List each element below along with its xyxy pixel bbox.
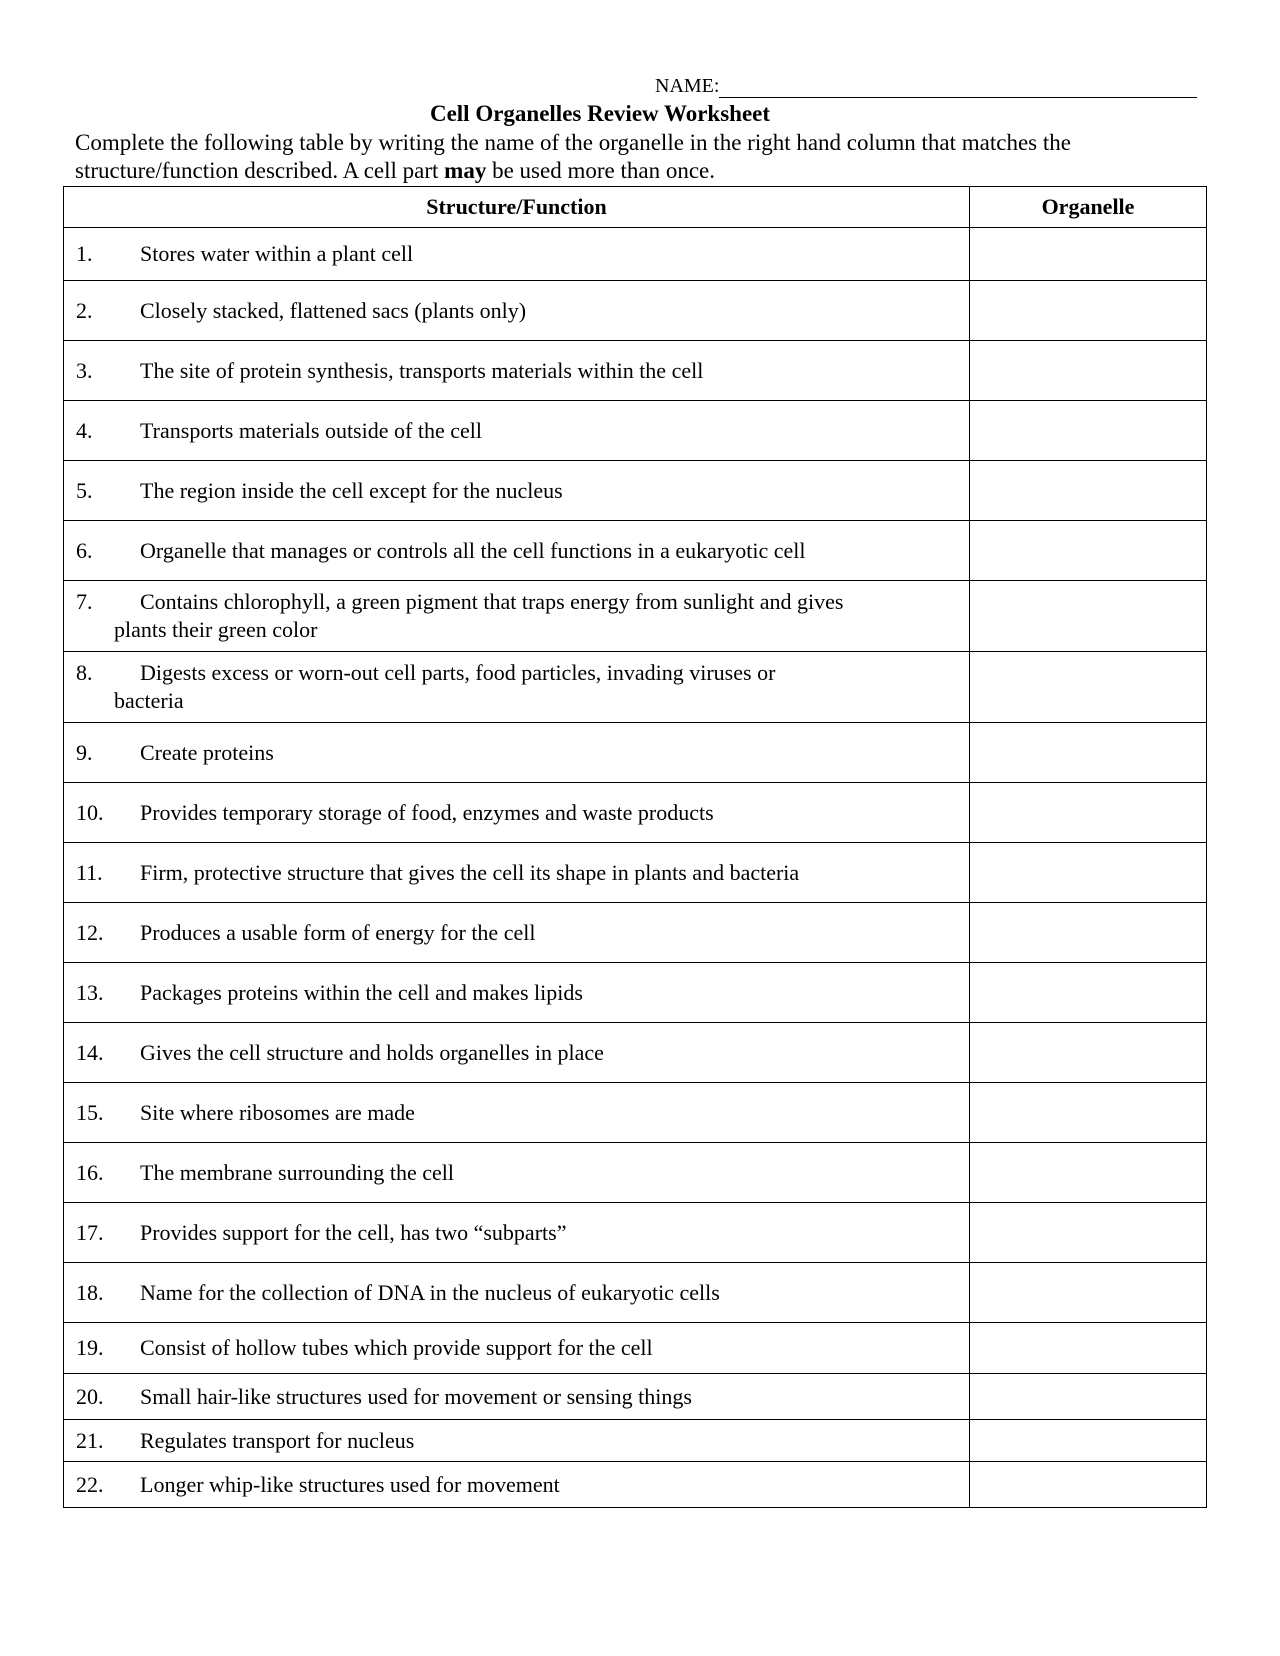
item-number: 2. bbox=[76, 297, 93, 323]
header-organelle: Organelle bbox=[970, 187, 1207, 228]
item-number: 5. bbox=[76, 477, 93, 503]
item-description: Firm, protective structure that gives the cell its shape in plants and bacteria bbox=[140, 859, 800, 885]
table-row bbox=[64, 723, 1207, 783]
item-content bbox=[64, 979, 969, 1007]
item-description-continued: plants their green color bbox=[114, 617, 318, 642]
organelle-answer-cell[interactable] bbox=[970, 652, 1207, 723]
instructions-paragraph bbox=[75, 129, 1215, 185]
table-row bbox=[64, 1263, 1207, 1323]
item-description: Provides support for the cell, has two “subparts” bbox=[140, 1219, 567, 1245]
item-number: 11. bbox=[76, 859, 103, 885]
name-blank-line[interactable] bbox=[719, 79, 1197, 98]
item-content bbox=[64, 1471, 969, 1499]
item-description: Organelle that manages or controls all the cell functions in a eukaryotic cell bbox=[140, 537, 806, 563]
table-row bbox=[64, 281, 1207, 341]
structure-function-cell bbox=[64, 1462, 970, 1508]
instructions-part2: be used more than once. bbox=[486, 158, 715, 183]
organelle-answer-cell[interactable] bbox=[970, 723, 1207, 783]
structure-function-cell bbox=[64, 1374, 970, 1420]
item-description: Name for the collection of DNA in the nucleus of eukaryotic cells bbox=[140, 1279, 720, 1305]
table-row bbox=[64, 1083, 1207, 1143]
item-number: 4. bbox=[76, 417, 93, 443]
structure-function-cell bbox=[64, 1420, 970, 1462]
item-description: Closely stacked, flattened sacs (plants only) bbox=[140, 297, 527, 323]
item-content bbox=[64, 417, 969, 445]
item-content bbox=[64, 919, 969, 947]
structure-function-cell bbox=[64, 521, 970, 581]
organelle-answer-cell[interactable] bbox=[970, 1462, 1207, 1508]
structure-function-cell bbox=[64, 963, 970, 1023]
table-row bbox=[64, 1203, 1207, 1263]
item-number: 18. bbox=[76, 1279, 104, 1305]
item-content bbox=[64, 537, 969, 565]
item-number: 17. bbox=[76, 1219, 104, 1245]
table-row bbox=[64, 783, 1207, 843]
item-number: 20. bbox=[76, 1383, 104, 1409]
header-structure-function: Structure/Function bbox=[64, 187, 970, 228]
item-description: Gives the cell structure and holds organelles in place bbox=[140, 1039, 604, 1065]
table-header-row bbox=[64, 187, 1207, 228]
table-row bbox=[64, 843, 1207, 903]
page-title bbox=[0, 100, 1280, 128]
item-description: Digests excess or worn-out cell parts, food particles, invading viruses or bbox=[140, 660, 776, 685]
structure-function-cell bbox=[64, 652, 970, 723]
structure-function-cell bbox=[64, 1203, 970, 1263]
organelle-answer-cell[interactable] bbox=[970, 461, 1207, 521]
name-field[interactable] bbox=[655, 74, 1197, 98]
structure-function-cell bbox=[64, 1263, 970, 1323]
structure-function-cell bbox=[64, 228, 970, 281]
item-content bbox=[64, 477, 969, 505]
item-content bbox=[64, 588, 969, 644]
organelle-answer-cell[interactable] bbox=[970, 843, 1207, 903]
structure-function-cell bbox=[64, 1023, 970, 1083]
table-row bbox=[64, 1374, 1207, 1420]
item-description: Packages proteins within the cell and makes lipids bbox=[140, 979, 583, 1005]
item-description: The site of protein synthesis, transports materials within the cell bbox=[140, 357, 704, 383]
item-number: 14. bbox=[76, 1039, 104, 1065]
item-content bbox=[64, 1219, 969, 1247]
table-row bbox=[64, 903, 1207, 963]
item-description: Contains chlorophyll, a green pigment that traps energy from sunlight and gives bbox=[140, 589, 844, 614]
structure-function-cell bbox=[64, 281, 970, 341]
structure-function-cell bbox=[64, 1143, 970, 1203]
organelle-answer-cell[interactable] bbox=[970, 1143, 1207, 1203]
organelle-answer-cell[interactable] bbox=[970, 1323, 1207, 1374]
item-description-continued: bacteria bbox=[114, 688, 184, 713]
organelle-answer-cell[interactable] bbox=[970, 1420, 1207, 1462]
item-description: Create proteins bbox=[140, 739, 274, 765]
item-number: 3. bbox=[76, 357, 93, 383]
item-number: 1. bbox=[76, 241, 93, 266]
item-number: 15. bbox=[76, 1099, 104, 1125]
item-number: 12. bbox=[76, 919, 104, 945]
item-description: Stores water within a plant cell bbox=[140, 241, 414, 266]
table-row bbox=[64, 521, 1207, 581]
item-description: The membrane surrounding the cell bbox=[140, 1159, 455, 1185]
table-row bbox=[64, 401, 1207, 461]
organelle-table bbox=[63, 186, 1207, 1508]
item-number: 22. bbox=[76, 1471, 104, 1497]
item-content bbox=[64, 1159, 969, 1187]
item-number: 19. bbox=[76, 1335, 104, 1360]
table-row bbox=[64, 341, 1207, 401]
item-description: Regulates transport for nucleus bbox=[140, 1427, 415, 1453]
item-content bbox=[64, 240, 969, 268]
item-number: 13. bbox=[76, 979, 104, 1005]
table-row bbox=[64, 1420, 1207, 1462]
structure-function-cell bbox=[64, 1083, 970, 1143]
item-number: 6. bbox=[76, 537, 93, 563]
structure-function-cell bbox=[64, 1323, 970, 1374]
item-content bbox=[64, 357, 969, 385]
table-row bbox=[64, 581, 1207, 652]
organelle-answer-cell[interactable] bbox=[970, 1083, 1207, 1143]
item-content bbox=[64, 1334, 969, 1362]
item-content bbox=[64, 1039, 969, 1067]
organelle-answer-cell[interactable] bbox=[970, 1203, 1207, 1263]
structure-function-cell bbox=[64, 341, 970, 401]
organelle-answer-cell[interactable] bbox=[970, 1263, 1207, 1323]
organelle-answer-cell[interactable] bbox=[970, 521, 1207, 581]
structure-function-cell bbox=[64, 401, 970, 461]
item-description: Produces a usable form of energy for the cell bbox=[140, 919, 536, 945]
item-content bbox=[64, 739, 969, 767]
item-content bbox=[64, 1279, 969, 1307]
item-description: Small hair-like structures used for movement or sensing things bbox=[140, 1383, 692, 1409]
organelle-answer-cell[interactable] bbox=[970, 281, 1207, 341]
structure-function-cell bbox=[64, 783, 970, 843]
organelle-answer-cell[interactable] bbox=[970, 341, 1207, 401]
organelle-answer-cell[interactable] bbox=[970, 581, 1207, 652]
item-number: 21. bbox=[76, 1427, 104, 1453]
table-row bbox=[64, 1143, 1207, 1203]
organelle-answer-cell[interactable] bbox=[970, 903, 1207, 963]
organelle-answer-cell[interactable] bbox=[970, 228, 1207, 281]
organelle-answer-cell[interactable] bbox=[970, 401, 1207, 461]
item-number: 9. bbox=[76, 739, 93, 765]
item-number: 16. bbox=[76, 1159, 104, 1185]
item-content bbox=[64, 1427, 969, 1455]
item-description: Longer whip-like structures used for movement bbox=[140, 1471, 560, 1497]
instructions-emphasis: may bbox=[444, 158, 487, 183]
structure-function-cell bbox=[64, 461, 970, 521]
name-label: NAME: bbox=[655, 75, 720, 97]
table-row bbox=[64, 1323, 1207, 1374]
structure-function-cell bbox=[64, 903, 970, 963]
item-number: 10. bbox=[76, 799, 104, 825]
organelle-answer-cell[interactable] bbox=[970, 1023, 1207, 1083]
item-content bbox=[64, 659, 969, 715]
item-description: Site where ribosomes are made bbox=[140, 1099, 415, 1125]
table-row bbox=[64, 1023, 1207, 1083]
table-row bbox=[64, 963, 1207, 1023]
title-text: Cell Organelles Review Worksheet bbox=[429, 101, 771, 126]
item-number: 7. bbox=[76, 589, 93, 614]
table-row bbox=[64, 228, 1207, 281]
item-description: Transports materials outside of the cell bbox=[140, 417, 482, 443]
organelle-answer-cell[interactable] bbox=[970, 1374, 1207, 1420]
structure-function-cell bbox=[64, 581, 970, 652]
structure-function-cell bbox=[64, 843, 970, 903]
item-content bbox=[64, 1099, 969, 1127]
item-number: 8. bbox=[76, 660, 93, 685]
organelle-answer-cell[interactable] bbox=[970, 963, 1207, 1023]
item-content bbox=[64, 297, 969, 325]
item-description: The region inside the cell except for the nucleus bbox=[140, 477, 563, 503]
item-description: Provides temporary storage of food, enzymes and waste products bbox=[140, 799, 714, 825]
item-content bbox=[64, 859, 969, 887]
structure-function-cell bbox=[64, 723, 970, 783]
item-content bbox=[64, 1383, 969, 1411]
table-row bbox=[64, 461, 1207, 521]
table-row bbox=[64, 652, 1207, 723]
table-row bbox=[64, 1462, 1207, 1508]
organelle-answer-cell[interactable] bbox=[970, 783, 1207, 843]
item-content bbox=[64, 799, 969, 827]
instructions-part1: Complete the following table by writing the name of the organelle in the right hand column that matches the structure/function described. A cell part bbox=[75, 130, 1071, 183]
item-description: Consist of hollow tubes which provide support for the cell bbox=[140, 1335, 653, 1360]
table-body bbox=[64, 228, 1207, 1508]
